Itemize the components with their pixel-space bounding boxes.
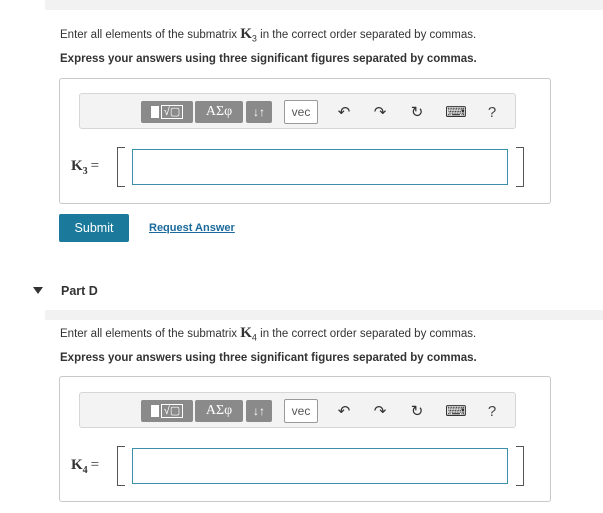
part-c-matrix-label: $K_3$ = [71,158,100,177]
greek-symbols-button[interactable]: ΑΣφ [195,101,243,123]
part-d-instruction: Enter all elements of the submatrix $K_4$ in the correct order separated by commas. [60,325,477,343]
keyboard-icon[interactable]: ⌨ [445,104,467,121]
right-bracket [516,147,524,187]
redo-icon[interactable]: ↷ [373,104,387,121]
part-d-answer-input[interactable] [132,448,508,484]
greek-symbols-button[interactable]: ΑΣφ [195,400,243,422]
vec-button[interactable]: vec [284,100,318,124]
part-d-band [45,310,603,320]
top-section-band [45,0,603,10]
part-d-math-toolbar [79,392,516,428]
request-answer-link[interactable]: Request Answer [149,222,235,234]
part-d-matrix-label: $K_4$ = [71,457,100,476]
redo-icon[interactable]: ↷ [373,403,387,420]
submit-button[interactable]: Submit [59,214,129,242]
left-bracket [117,147,125,187]
part-d-express: Express your answers using three significant figures separated by commas. [60,352,477,364]
arrows-button[interactable]: ↓↑ [246,400,272,422]
part-d-title[interactable]: Part D [61,284,98,298]
help-button[interactable]: ? [487,103,497,121]
arrows-button[interactable]: ↓↑ [246,101,272,123]
help-button[interactable]: ? [487,402,497,420]
left-bracket [117,446,125,486]
templates-icon[interactable]: √▢ [141,400,193,422]
reset-icon[interactable]: ↻ [410,104,424,121]
undo-icon[interactable]: ↶ [337,104,351,121]
right-bracket [516,446,524,486]
part-c-express: Express your answers using three significant figures separated by commas. [60,53,477,65]
collapse-caret-icon[interactable] [33,287,43,294]
part-c-instruction: Enter all elements of the submatrix $K_3$ in the correct order separated by commas. [60,26,477,44]
templates-icon[interactable]: √▢ [141,101,193,123]
part-c-answer-input[interactable] [132,149,508,185]
reset-icon[interactable]: ↻ [410,403,424,420]
undo-icon[interactable]: ↶ [337,403,351,420]
keyboard-icon[interactable]: ⌨ [445,403,467,420]
part-c-math-toolbar [79,93,516,129]
vec-button[interactable]: vec [284,399,318,423]
